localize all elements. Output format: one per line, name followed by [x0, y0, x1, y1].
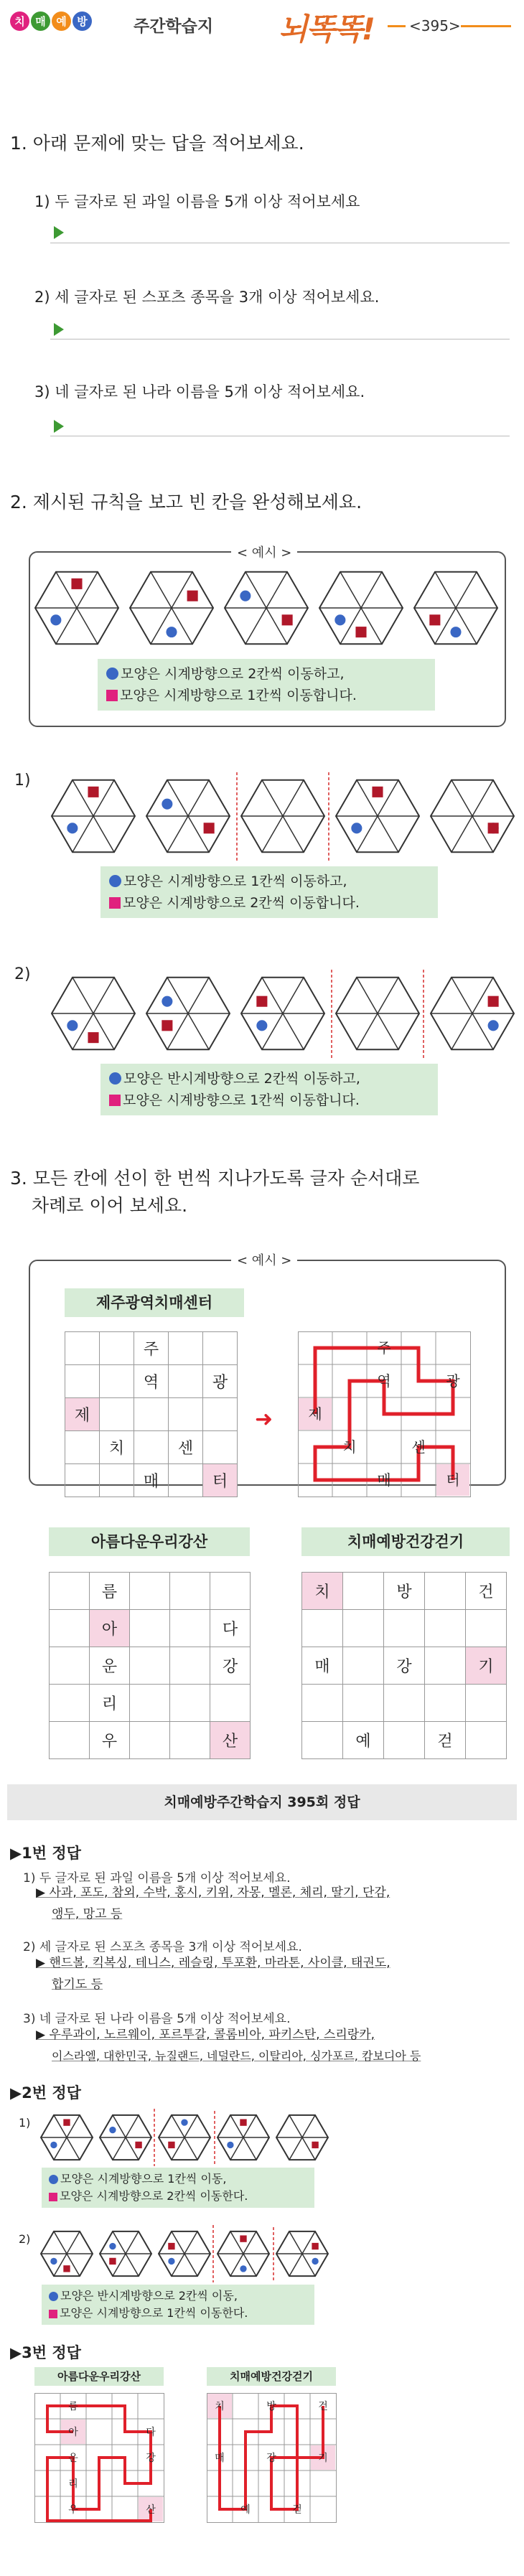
- square-icon: [204, 823, 215, 833]
- blue-circle-icon: [50, 2258, 57, 2264]
- answer-puzzle-label: 1): [19, 2116, 31, 2130]
- example-hexagons: [32, 563, 506, 653]
- answer-1-text: ▶ 우루과이, 노르웨이, 포르투갈, 콜롬비아, 파키스탄, 스리랑카,: [36, 2028, 375, 2042]
- answer-3-word: 아름다운우리강산: [34, 2367, 164, 2386]
- square-icon: [372, 787, 383, 797]
- svg-text:건: 건: [318, 2401, 328, 2412]
- svg-text:걷: 걷: [292, 2504, 302, 2516]
- square-icon: [63, 2119, 70, 2125]
- answer-2-rules: 모양은 시계방향으로 1칸씩 이동, 모양은 시계방향으로 2칸씩 이동한다.: [42, 2168, 314, 2208]
- example-solution-grid: [298, 1331, 472, 1498]
- blue-circle-icon: [50, 2142, 57, 2148]
- answer-3-grid-a: [34, 2393, 165, 2524]
- svg-text:매: 매: [215, 2453, 225, 2464]
- hexagon: [217, 2231, 269, 2276]
- svg-text:제: 제: [308, 1405, 322, 1423]
- answer-1-head: ▶1번 정답: [10, 1845, 81, 1862]
- arrow-icon: [54, 226, 64, 239]
- puzzle-2-hexagons[interactable]: [50, 969, 517, 1059]
- square-icon: [162, 1020, 172, 1031]
- svg-text:산: 산: [146, 2504, 156, 2516]
- blue-circle-icon: [240, 2265, 246, 2272]
- blue-circle-icon: [312, 2258, 318, 2264]
- pink-square-icon: [49, 2310, 57, 2318]
- blue-circle-icon: [351, 823, 362, 833]
- hexagon: [130, 572, 213, 644]
- svg-text:우: 우: [68, 2504, 78, 2516]
- blue-circle-icon: [227, 2142, 233, 2148]
- square-icon: [429, 614, 440, 625]
- square-icon: [312, 2243, 318, 2249]
- blue-circle-icon: [109, 2127, 116, 2133]
- hexagon: [276, 2115, 328, 2160]
- pink-square-icon: [49, 2193, 57, 2201]
- answer-1-text: 합기도 등: [52, 1977, 103, 1992]
- hexagon: [336, 978, 419, 1049]
- answer-3-word: 치매예방건강걷기: [207, 2367, 336, 2386]
- hexagon: [159, 2231, 210, 2276]
- hexagon: [319, 572, 403, 644]
- blue-circle-icon: [109, 875, 121, 887]
- question-3-title: 3. 모든 칸에 선이 한 번씩 지나가도록 글자 순서대로: [10, 1168, 420, 1189]
- blue-circle-icon: [240, 591, 251, 601]
- answer-2-rules: 모양은 반시계방향으로 2칸씩 이동, 모양은 시계방향으로 1칸씩 이동한다.: [42, 2285, 314, 2325]
- example-label: < 예시 >: [231, 543, 297, 561]
- svg-text:방: 방: [266, 2401, 276, 2412]
- hexagon: [52, 978, 135, 1049]
- question-3-title: 차례로 이어 보세요.: [32, 1195, 188, 1216]
- square-icon: [168, 2142, 174, 2148]
- question-1-item: 3) 네 글자로 된 나라 이름을 5개 이상 적어보세요.: [34, 383, 365, 401]
- answer-1-text: ▶ 사과, 포도, 참외, 수박, 홍시, 키위, 자몽, 멜론, 체리, 딸기, 단감,: [36, 1886, 390, 1900]
- svg-text:기: 기: [318, 2453, 328, 2464]
- example-rules: 모양은 시계방향으로 2칸씩 이동하고, 모양은 시계방향으로 1칸씩 이동합니다.: [98, 659, 435, 711]
- hexagon: [225, 572, 308, 644]
- logo: [10, 11, 92, 31]
- blue-circle-icon: [49, 2292, 58, 2301]
- blue-circle-icon: [109, 2243, 116, 2249]
- puzzle-label: 1): [14, 772, 31, 790]
- answer-2-head: ▶2번 정답: [10, 2084, 81, 2102]
- svg-text:터: 터: [446, 1471, 460, 1489]
- square-icon: [109, 2258, 116, 2264]
- puzzle-2-rules: 모양은 반시계방향으로 2칸씩 이동하고, 모양은 시계방향으로 1칸씩 이동합니다.: [100, 1064, 438, 1115]
- svg-text:주: 주: [377, 1339, 391, 1357]
- puzzle-b-word: 치매예방건강걷기: [301, 1527, 510, 1556]
- square-icon: [88, 1032, 98, 1043]
- answer-3-grid-b: [207, 2393, 337, 2524]
- svg-text:강: 강: [146, 2453, 156, 2464]
- puzzle-label: 2): [14, 965, 31, 983]
- hexagon: [414, 572, 497, 644]
- question-1-item: 2) 세 글자로 된 스포츠 종목을 3개 이상 적어보세요.: [34, 289, 380, 306]
- blue-circle-icon: [162, 996, 172, 1007]
- svg-text:치: 치: [342, 1438, 357, 1456]
- svg-text:리: 리: [68, 2478, 78, 2490]
- logo-char: 치: [10, 11, 29, 31]
- blue-circle-icon: [488, 1020, 499, 1031]
- hexagon: [431, 780, 514, 852]
- question-1-item: 1) 두 글자로 된 과일 이름을 5개 이상 적어보세요: [34, 193, 360, 210]
- question-2-title: 2. 제시된 규칙을 보고 빈 칸을 완성해보세요.: [10, 492, 362, 512]
- blue-circle-icon: [67, 823, 78, 833]
- pink-square-icon: [109, 1095, 121, 1106]
- example-word: 제주광역치매센터: [65, 1288, 244, 1317]
- logo-char: 매: [31, 11, 50, 31]
- blue-circle-icon: [162, 799, 172, 810]
- answer-1-text: 앵두, 망고 등: [52, 1907, 123, 1921]
- hexagon: [241, 978, 324, 1049]
- svg-text:치: 치: [215, 2401, 225, 2412]
- blue-circle-icon: [450, 627, 461, 637]
- hexagon: [146, 978, 230, 1049]
- pink-square-icon: [106, 690, 118, 701]
- logo-char: 예: [52, 11, 71, 31]
- hexagon: [431, 978, 514, 1049]
- blue-circle-icon: [106, 668, 118, 680]
- svg-text:광: 광: [446, 1372, 460, 1390]
- arrow-icon: [54, 420, 64, 433]
- logo-char: 방: [72, 11, 92, 31]
- svg-text:운: 운: [68, 2453, 78, 2464]
- svg-text:강: 강: [266, 2453, 276, 2464]
- square-icon: [355, 627, 366, 637]
- svg-text:다: 다: [146, 2427, 156, 2438]
- blue-circle-icon: [181, 2119, 187, 2125]
- hexagon: [41, 2231, 93, 2276]
- square-icon: [240, 2235, 246, 2242]
- arrow-icon: [54, 323, 64, 336]
- page-title: 주간학습지: [134, 17, 214, 36]
- hexagon: [146, 780, 230, 852]
- example-label: < 예시 >: [231, 1250, 297, 1269]
- square-icon: [63, 2265, 70, 2272]
- answer-3-head: ▶3번 정답: [10, 2344, 81, 2361]
- hexagon: [276, 2231, 328, 2276]
- puzzle-a-grid[interactable]: 름 아 다 운 강 리 우 산: [49, 1572, 251, 1759]
- issue-number: <395>: [409, 17, 461, 34]
- answer-puzzle-label: 2): [19, 2232, 31, 2246]
- square-icon: [135, 2142, 141, 2148]
- question-1-title: 1. 아래 문제에 맞는 답을 적어보세요.: [10, 133, 304, 154]
- blue-circle-icon: [109, 1072, 121, 1085]
- arrow-right-icon: ➜: [255, 1407, 273, 1432]
- square-icon: [71, 579, 82, 589]
- svg-text:아: 아: [68, 2427, 78, 2438]
- answer-1-question: 1) 두 글자로 된 과일 이름을 5개 이상 적어보세요.: [23, 1871, 291, 1886]
- square-icon: [168, 2243, 174, 2249]
- divider: [388, 25, 406, 27]
- square-icon: [88, 787, 98, 797]
- blue-circle-icon: [49, 2175, 58, 2184]
- square-icon: [256, 996, 267, 1007]
- blue-circle-icon: [50, 614, 61, 625]
- hexagon: [159, 2115, 210, 2160]
- hexagon: [41, 2115, 93, 2160]
- square-icon: [312, 2142, 318, 2148]
- brand-logo: 뇌똑똑!: [279, 11, 374, 47]
- svg-text:매: 매: [377, 1471, 391, 1489]
- blue-circle-icon: [256, 1020, 267, 1031]
- blue-circle-icon: [166, 627, 177, 637]
- hexagon: [100, 2115, 151, 2160]
- hexagon: [52, 780, 135, 852]
- answer-2-hexagons: [39, 2225, 520, 2282]
- puzzle-a-word: 아름다운우리강산: [49, 1527, 250, 1556]
- hexagon: [217, 2115, 269, 2160]
- square-icon: [488, 823, 499, 833]
- pink-square-icon: [109, 897, 121, 909]
- svg-text:센: 센: [411, 1438, 426, 1456]
- hexagon: [241, 780, 324, 852]
- square-icon: [240, 2119, 246, 2125]
- hexagon: [35, 572, 118, 644]
- puzzle-1-hexagons[interactable]: [50, 772, 517, 861]
- puzzle-1-rules: 모양은 시계방향으로 1칸씩 이동하고, 모양은 시계방향으로 2칸씩 이동합니다.: [100, 866, 438, 918]
- square-icon: [488, 996, 499, 1007]
- answer-banner: 치매예방주간학습지 395회 정답: [7, 1784, 517, 1820]
- answer-2-hexagons: [39, 2109, 520, 2166]
- svg-text:역: 역: [377, 1372, 391, 1390]
- puzzle-b-grid[interactable]: 치 방 건 매 강 기 예 걷: [301, 1572, 507, 1759]
- blue-circle-icon: [67, 1020, 78, 1031]
- square-icon: [282, 614, 293, 625]
- answer-1-question: 2) 세 글자로 된 스포츠 종목을 3개 이상 적어보세요.: [23, 1940, 302, 1954]
- blue-circle-icon: [334, 614, 345, 625]
- divider: [461, 25, 511, 27]
- blue-circle-icon: [168, 2258, 174, 2264]
- answer-1-text: ▶ 핸드볼, 킥복싱, 테니스, 레슬링, 투포환, 마라톤, 사이클, 태권도,: [36, 1956, 390, 1970]
- answer-1-question: 3) 네 글자로 된 나라 이름을 5개 이상 적어보세요.: [23, 2012, 291, 2026]
- svg-text:예: 예: [240, 2504, 251, 2516]
- hexagon: [336, 780, 419, 852]
- answer-1-text: 이스라엘, 대한민국, 뉴질랜드, 네덜란드, 이탈리아, 싱가포르, 캄보디아 등: [52, 2049, 421, 2063]
- hexagon: [100, 2231, 151, 2276]
- square-icon: [187, 591, 198, 601]
- svg-text:름: 름: [68, 2401, 78, 2412]
- example-grid: 주 역 광 제 치 센 매 터: [65, 1331, 238, 1497]
